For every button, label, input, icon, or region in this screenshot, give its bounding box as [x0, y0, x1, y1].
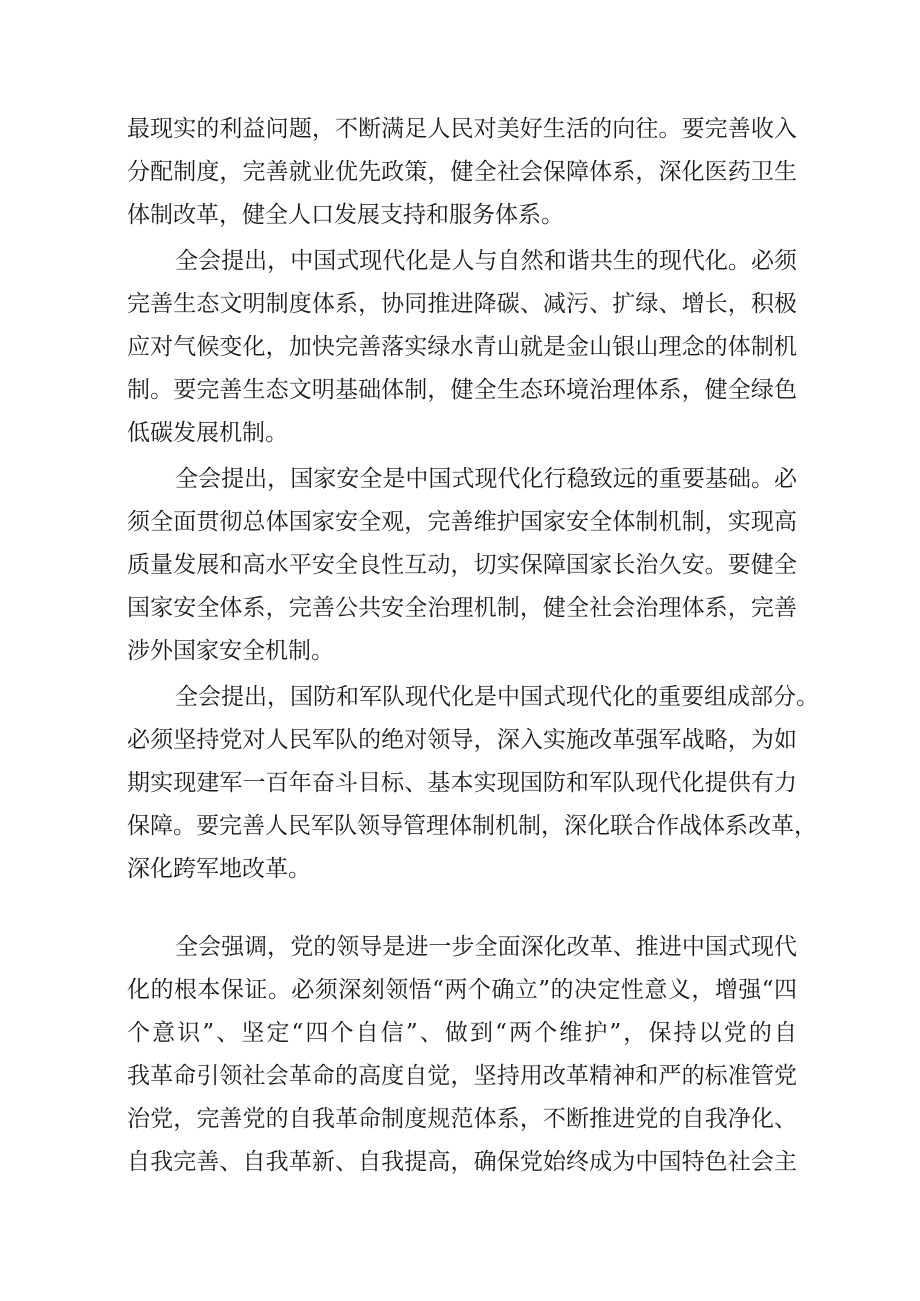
paragraph-3-line-5: 涉外国家安全机制。	[127, 638, 334, 664]
paragraph-4-line-3: 期实现建军一百年奋斗目标、基本实现国防和军队现代化提供有力	[127, 770, 797, 796]
paragraph-5-line-5: 治党，完善党的自我革命制度规范体系，不断推进党的自我净化、	[127, 1106, 797, 1132]
paragraph-5-line-4: 我革命引领社会革命的高度自觉，坚持用改革精神和严的标准管党	[127, 1063, 797, 1089]
paragraph-2-line-4: 制。要完善生态文明基础体制，健全生态环境治理体系，健全绿色	[127, 377, 797, 403]
paragraph-4-line-1: 全会提出，国防和军队现代化是中国式现代化的重要组成部分。	[175, 684, 819, 710]
paragraph-1-line-3: 体制改革，健全人口发展支持和服务体系。	[127, 202, 564, 228]
paragraph-4-line-5: 深化跨军地改革。	[127, 856, 311, 882]
paragraph-2-line-2: 完善生态文明制度体系，协同推进降碳、减污、扩绿、增长，积极	[127, 291, 797, 317]
paragraph-5-line-6: 自我完善、自我革新、自我提高，确保党始终成为中国特色社会主	[127, 1149, 797, 1175]
paragraph-4-line-4: 保障。要完善人民军队领导管理体制机制，深化联合作战体系改革，	[127, 813, 817, 839]
paragraph-3-line-4: 国家安全体系，完善公共安全治理机制，健全社会治理体系，完善	[127, 595, 797, 621]
paragraph-4-line-2: 必须坚持党对人民军队的绝对领导，深入实施改革强军战略，为如	[127, 727, 797, 753]
paragraph-5-line-1: 全会强调，党的领导是进一步全面深化改革、推进中国式现代	[175, 934, 797, 960]
paragraph-2-line-3: 应对气候变化，加快完善落实绿水青山就是金山银山理念的体制机	[127, 334, 797, 360]
paragraph-1-line-2: 分配制度，完善就业优先政策，健全社会保障体系，深化医药卫生	[127, 159, 797, 185]
paragraph-2-line-1: 全会提出，中国式现代化是人与自然和谐共生的现代化。必须	[175, 248, 797, 274]
paragraph-1-line-1: 最现实的利益问题，不断满足人民对美好生活的向往。要完善收入	[127, 116, 797, 142]
paragraph-3-line-2: 须全面贯彻总体国家安全观，完善维护国家安全体制机制，实现高	[127, 509, 797, 535]
paragraph-3-line-3: 质量发展和高水平安全良性互动，切实保障国家长治久安。要健全	[127, 552, 797, 578]
paragraph-5-line-3: 个意识”、坚定“四个自信”、做到“两个维护”，保持以党的自	[127, 1020, 797, 1046]
paragraph-3-line-1: 全会提出，国家安全是中国式现代化行稳致远的重要基础。必	[175, 466, 797, 492]
paragraph-5-line-2: 化的根本保证。必须深刻领悟“两个确立”的决定性意义，增强“四	[127, 977, 797, 1003]
paragraph-2-line-5: 低碳发展机制。	[127, 420, 288, 446]
